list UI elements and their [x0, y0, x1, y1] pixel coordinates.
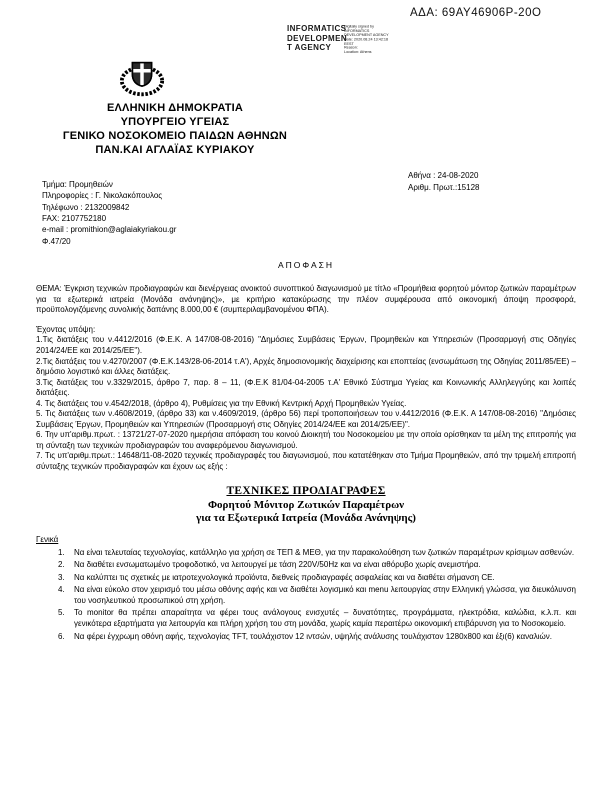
- protocol-number: Αριθμ. Πρωτ.:15128: [408, 183, 480, 192]
- contact-block: [42, 179, 176, 247]
- spec-list: [58, 548, 576, 642]
- spec-item-number: 6.: [58, 631, 65, 641]
- spec-item: [58, 573, 576, 584]
- stamp-detail-line: Date: 2020.08.24 13:42:18: [344, 37, 389, 42]
- legal-item: 7. Τις υπ'αριθμ.πρωτ.: 14648/11-08-2020 τεχνικές προδιαγραφές του διαγωνισμού, που κατατέθηκαν στο Τμήμα Προμηθειών, από την τριμελή επιτροπή σύνταξης τεχνικών προδιαγραφών και έχουν ως εξής :: [36, 451, 576, 471]
- having-regard-label: Έχοντας υπόψη:: [36, 324, 96, 334]
- technical-specs-subtitle-1: Φορητού Μόνιτορ Ζωτικών Παραμέτρων: [207, 498, 405, 511]
- spec-item-number: 3.: [58, 572, 65, 582]
- signature-stamp-details: [344, 25, 412, 55]
- spec-item-number: 4.: [58, 585, 65, 595]
- legal-item: 3.Τις διατάξεις του ν.3329/2015, άρθρο 7, παρ. 8 – 11, (Φ.Ε.Κ 81/04-04-2005 τ.Α' Εθνικό Σύστημα Υγείας και Κοινωνικής Αλληλεγγύης και λοιπές διατάξεις.: [36, 377, 576, 398]
- contact-email: e-mail : promithion@aglaiakyriakou.gr: [42, 225, 177, 235]
- letterhead-ministry: ΥΠΟΥΡΓΕΙΟ ΥΓΕΙΑΣ: [120, 115, 230, 128]
- stamp-detail-line: Location: Athens: [344, 50, 372, 55]
- legal-item: 5. Τις διατάξεις των ν.4608/2019, (άρθρο 33) και ν.4609/2019, (άρθρο 56) περί τροποποιήσεων του ν.4412/2016 (Φ.Ε.Κ. Α 147/08-08-2016) "Δημόσιες Συμβάσεις Έργων, Προμηθειών και Υπηρεσιών (Προσαρμογή στις Οδηγίες 2014/24/ΕΕ και 2014/25/ΕΕ)".: [36, 409, 576, 429]
- letterhead-republic: ΕΛΛΗΝΙΚΗ ΔΗΜΟΚΡΑΤΙΑ: [106, 102, 244, 114]
- spec-item-text: Το monitor θα πρέπει απαραίτητα να φέρει τους ανάλογους ενισχυτές – δυνατότητες, προγράμματα, ηλεκτρόδια, καλώδια, κ.λ.π. και γενικότερα εξαρτήματα για λειτουργία και πλήρη χρήση του στη μονάδα, χωρίς καμία περαιτέρω οικονομική επιβάρυνση για το Νοσοκομείο.: [74, 608, 576, 629]
- legal-item: 1.Τις διατάξεις του ν.4412/2016 (Φ.Ε.Κ. Α 147/08-08-2016) "Δημόσιες Συμβάσεις Έργων, Προμηθειών και Υπηρεσιών (Προσαρμογή στις Οδηγίες 2014/24/ΕΕ και 2014/25/ΕΕ").: [36, 335, 576, 355]
- date-protocol-block: [408, 170, 479, 194]
- spec-item-text: Να είναι εύκολο στον χειρισμό του μέσω οθόνης αφής και να διαθέτει λογισμικό και menu λειτουργίας στην Ελληνική γλώσσα, για διευκόλυνση του νοσηλευτικού προσωπικού στη χρήση.: [74, 585, 576, 605]
- spec-item: [58, 560, 576, 571]
- stamp-detail-line: Digitally signed by: [344, 25, 374, 29]
- legal-basis-list: [36, 335, 576, 472]
- legal-item: 4. Τις διατάξεις του ν.4542/2018, (άρθρο 4), Ρυθμίσεις για την Εθνική Κεντρική Αρχή Προμηθειών Υγείας.: [36, 398, 407, 408]
- stamp-agency-line: T AGENCY: [287, 43, 332, 53]
- contact-phone: Τηλέφωνο : 2132009842: [42, 202, 130, 212]
- spec-item-number: 2.: [58, 560, 65, 570]
- stamp-detail-line: INFORMATICS: [344, 29, 370, 33]
- stamp-detail-line: Reason:: [344, 46, 358, 51]
- decision-heading: ΑΠΟΦΑΣΗ: [277, 260, 335, 270]
- spec-item: [58, 632, 576, 643]
- general-section-label: Γενικά: [36, 535, 59, 545]
- spec-item-number: 1.: [58, 547, 65, 557]
- spec-item-text: Να είναι τελευταίας τεχνολογίας, κατάλληλο για χρήση σε ΤΕΠ & ΜΕΘ, για την παρακολούθηση των ζωτικών παραμέτρων κρίσιμων ασθενών.: [74, 547, 575, 557]
- stamp-detail-line: EEST: [344, 42, 354, 46]
- spec-item-text: Να φέρει έγχρωμη οθόνη αφής, τεχνολογίας TFT, τουλάχιστον 12 ιντσών, υψηλής ανάλυσης τουλάχιστον 1280x800 και έξι(6) καναλιών.: [74, 631, 552, 641]
- contact-info-person: Πληροφορίες : Γ. Νικολακόπουλος: [42, 191, 163, 201]
- document-body: [36, 260, 576, 644]
- contact-department: Τμήμα: Προμηθειών: [42, 180, 113, 189]
- greek-coat-of-arms-icon: [118, 54, 166, 105]
- subject-paragraph: ΘΕΜΑ: Έγκριση τεχνικών προδιαγραφών και διενέργειας ανοικτού συνοπτικού διαγωνισμού με τίτλο «Προμήθεια φορητού μόνιτορ ζωτικών παραμέτρων για τα εξωτερικά ιατρεία (Μονάδα ανάνηψης)», με κριτήριο κατακύρωσης την πλέον συμφέρουσα από οικονομική άποψη προσφορά, προϋπολογιζόμενης συνολικής δαπάνης 8.000,00 € (συμπεριλαμβανομένου ΦΠΑ).: [36, 284, 576, 315]
- contact-file-ref: Φ.47/20: [42, 236, 71, 246]
- spec-item: [58, 608, 576, 629]
- technical-specs-header: [36, 484, 576, 527]
- letterhead-hospital-name: ΠΑΝ.ΚΑΙ ΑΓΛΑΪΑΣ ΚΥΡΙΑΚΟΥ: [95, 143, 255, 156]
- city-date: Αθήνα : 24-08-2020: [408, 171, 479, 180]
- legal-item: 2.Τις διατάξεις του ν.4270/2007 (Φ.Ε.Κ.143/28-06-2014 τ.Α'), Αρχές δημοσιονομικής διαχείρισης και εποπτείας (ενσωμάτωση της Οδηγίας 2011/85/ΕΕ) – δημόσιο λογιστικό και άλλες διατάξεις.: [36, 356, 576, 377]
- spec-item: [58, 548, 576, 559]
- letterhead: [20, 102, 330, 158]
- stamp-detail-line: DEVELOPMENT AGENCY: [344, 33, 389, 38]
- ada-code: ΑΔΑ: 69ΑΥ46906Ρ-20Ο: [410, 7, 542, 19]
- letterhead-hospital: ΓΕΝΙΚΟ ΝΟΣΟΚΟΜΕΙΟ ΠΑΙΔΩΝ ΑΘΗΝΩΝ: [62, 129, 288, 142]
- signature-stamp-agency: [287, 24, 347, 53]
- contact-fax: FAX: 2107752180: [42, 214, 107, 224]
- stamp-agency-line: INFORMATICS: [287, 24, 347, 33]
- legal-item: 6. Την υπ'αριθμ.πρωτ. : 13721/27-07-2020 ημερήσια απόφαση του κοινού Διοικητή του Νοσοκομείου με την οποία ορίσθηκαν τα μέλη της επιτροπής για τη σύνταξη των τεχνικών προδιαγραφών του αναφερόμενου διαγωνισμού.: [36, 430, 576, 450]
- spec-item-number: 5.: [58, 608, 65, 618]
- spec-item: [58, 585, 576, 606]
- spec-item-text: Να καλύπτει τις σχετικές με ιατροτεχνολογικά προϊόντα, διεθνείς προδιαγραφές ασφαλείας και να διαθέτει σήμανση CE.: [74, 572, 495, 582]
- spec-item-text: Να διαθέτει ενσωματωμένο τροφοδοτικό, να λειτουργεί με τάση 220V/50Hz και να είναι αθόρυβο χωρίς ανεμιστήρα.: [74, 560, 481, 570]
- technical-specs-title: ΤΕΧΝΙΚΕΣ ΠΡΟΔΙΑΓΡΑΦΕΣ: [226, 484, 386, 497]
- stamp-agency-line: DEVELOPMEN: [287, 33, 348, 43]
- technical-specs-subtitle-2: για τα Εξωτερικά Ιατρεία (Μονάδα Ανάνηψης): [196, 512, 416, 525]
